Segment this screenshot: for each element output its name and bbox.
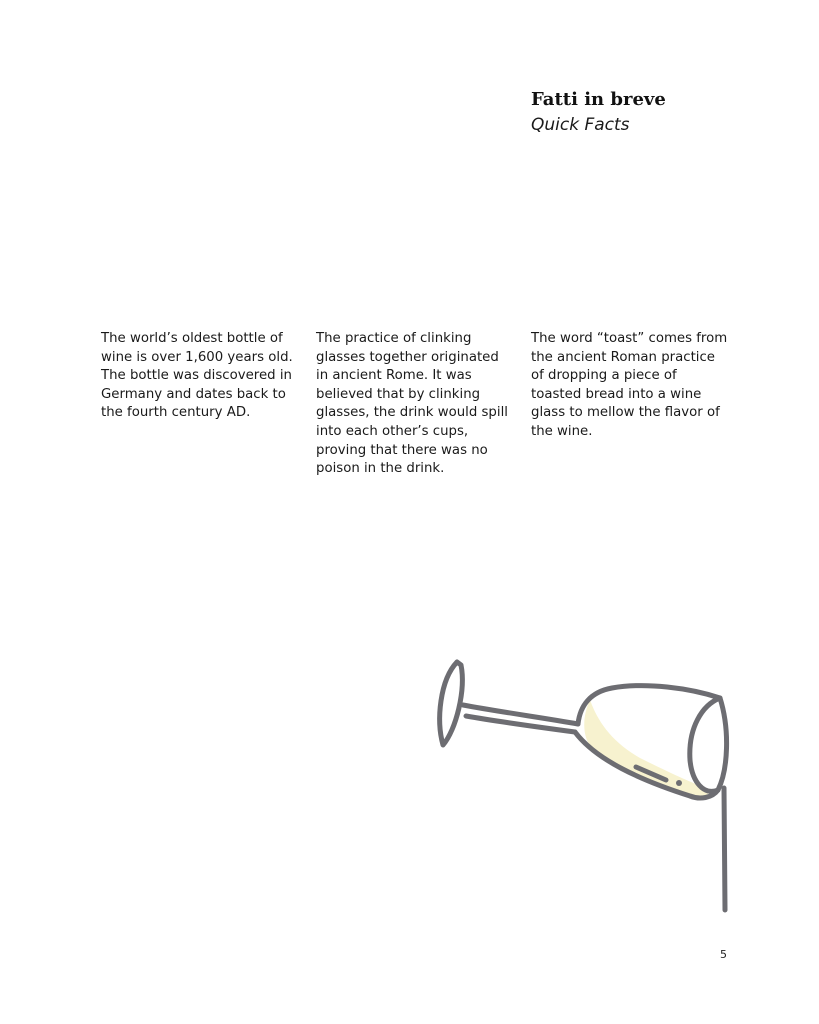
fact-toast-origin: The word “toast” comes from the ancient Roman practice of dropping a piece of toasted bread into a wine glass to mellow the flavor of the wine. bbox=[531, 331, 728, 439]
page-number: 5 bbox=[720, 948, 727, 961]
heading-title: Fatti in breve bbox=[531, 89, 666, 110]
fact-clinking-glasses: The practice of clinking glasses together originated in ancient Rome. It was believed that by clinking glasses, the drink would spill into each other’s cups, proving that there was no poison in the drink. bbox=[316, 331, 508, 477]
heading-subtitle: Quick Facts bbox=[531, 115, 630, 135]
glass-highlight-dot bbox=[676, 780, 682, 786]
pouring-wine-glass-icon bbox=[420, 650, 750, 925]
quick-facts-heading bbox=[531, 88, 666, 138]
fact-oldest-bottle: The world’s oldest bottle of wine is over 1,600 years old. The bottle was discovered in Germany and dates back to the fourth century AD. bbox=[101, 331, 293, 421]
